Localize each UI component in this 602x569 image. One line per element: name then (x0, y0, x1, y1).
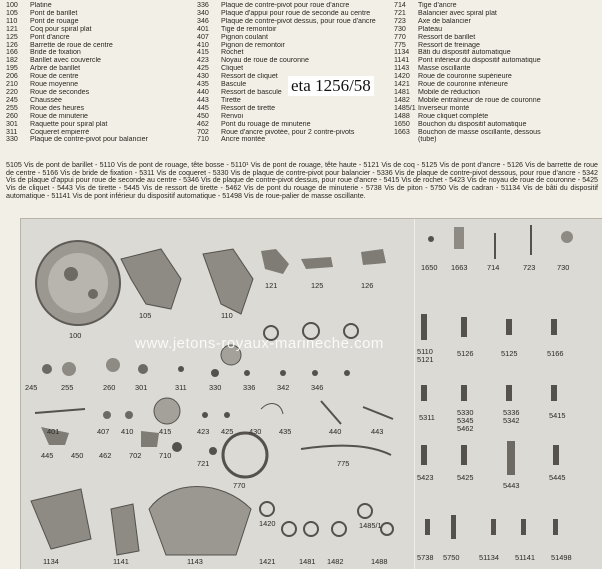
photo-label: 410 (121, 427, 134, 436)
automatic-frame-icon (31, 489, 91, 549)
photo-label: 1482 (327, 557, 344, 566)
part-row: 195 Arbre de barillet (6, 65, 81, 73)
part-row: 330 Plaque de contre-pivot pour balancier (6, 136, 148, 144)
part-row: 407 Pignon coulant (197, 33, 268, 41)
photo-label: 702 (129, 451, 142, 460)
photo-label: 1420 (259, 519, 276, 528)
part-row: 723 Axe de balancier (394, 17, 471, 25)
photo-label: 407 (97, 427, 110, 436)
parts-illustration (21, 219, 602, 569)
photo-label: 1663 (451, 263, 468, 272)
part-row: 166 Bride de fixation (6, 49, 81, 57)
photo-label: 1650 (421, 263, 438, 272)
photo-label: 401 (47, 427, 60, 436)
part-row: 450 Renvoi (197, 112, 244, 120)
photo-label: 100 (69, 331, 82, 340)
photo-label: 445 (41, 451, 54, 460)
part-row: 443 Tirette (197, 96, 241, 104)
photo-label: 435 (279, 427, 292, 436)
mainspring-icon (223, 433, 267, 477)
part-row: 1143 Masse oscillante (394, 65, 471, 73)
photo-label: 5166 (547, 349, 564, 358)
part-row: 440 Ressort de bascule (197, 88, 282, 96)
pallet-bridge-icon (301, 257, 333, 269)
photo-label: 126 (361, 281, 374, 290)
part-row: 301 Raquette pour spiral plat (6, 120, 108, 128)
part-row: 730 Plateau (394, 25, 443, 33)
photo-label: 1141 (113, 557, 129, 566)
part-row: 210 Roue moyenne (6, 81, 79, 89)
part-row: 714 Tige d'ancre (394, 2, 457, 9)
photo-label: 5738 (417, 553, 434, 562)
photo-label: 425 (221, 427, 234, 436)
photo-label: 1143 (187, 557, 203, 566)
part-row: 1481 Mobile de réduction (394, 88, 480, 96)
photo-label: 5330 5345 5462 (457, 408, 474, 433)
photo-label: 430 (249, 427, 262, 436)
part-row: 430 Ressort de cliquet (197, 73, 278, 81)
brake-spring-icon (301, 446, 391, 455)
photo-label: 260 (103, 383, 116, 392)
photo-label: 5443 (503, 481, 520, 490)
photo-label: 1421 (259, 557, 276, 566)
parts-column-3 (394, 2, 602, 144)
part-row: 445 Ressort de tirette (197, 104, 276, 112)
photo-label: 105 (139, 311, 152, 320)
train-bridge-icon (203, 249, 253, 314)
part-row: 775 Ressort de freinage (394, 41, 480, 49)
part-row: 121 Coq pour spiral plat (6, 25, 92, 33)
photo-label: 5423 (417, 473, 434, 482)
part-row: 710 Ancre montée (197, 136, 266, 144)
part-row: 702 Roue d'ancre pivotée, pour 2 contre-pivots (197, 128, 355, 136)
photo-label: 346 (311, 383, 324, 392)
part-row: 1663 Bouchon de masse oscillante, dessous (394, 128, 541, 136)
ratchet-wheel-icon (154, 398, 180, 424)
photo-label: 710 (159, 451, 172, 460)
photo-label: 51141 (515, 553, 536, 562)
photo-label: 1488 (371, 557, 388, 566)
photo-label: 330 (209, 383, 222, 392)
part-row: 311 Coqueret empierré (6, 128, 90, 136)
photo-label: 462 (99, 451, 112, 460)
photo-label: 415 (159, 427, 172, 436)
part-row: 435 Bascule (197, 81, 247, 89)
part-row: (tube) (418, 136, 437, 144)
photo-label: 336 (243, 383, 256, 392)
part-row: 770 Ressort de barillet (394, 33, 476, 41)
part-row: 255 Roue des heures (6, 104, 85, 112)
oscillating-weight-icon (149, 487, 251, 556)
photo-label: 5750 (443, 553, 460, 562)
part-row: 182 Barillet avec couvercle (6, 57, 101, 65)
photo-label: 5336 5342 (503, 408, 520, 425)
photo-label: 5311 (419, 413, 435, 422)
photo-label: 770 (233, 481, 246, 490)
photo-label: 5125 (501, 349, 518, 358)
part-row: 126 Barrette de roue de centre (6, 41, 113, 49)
photo-label: 5110 (417, 347, 433, 356)
photo-label: 121 (265, 281, 278, 290)
photo-label: 714 (487, 263, 500, 272)
balance-cock-icon (261, 249, 289, 274)
photo-label: 1134 (43, 557, 59, 566)
part-row: 1421 Roue de couronne inférieure (394, 81, 508, 89)
photo-label: 1485/1 (359, 521, 382, 530)
photo-label: 730 (557, 263, 570, 272)
photo-label: 423 (197, 427, 210, 436)
barrel-bridge-icon (121, 249, 181, 309)
part-row: 721 Balancier avec spiral plat (394, 9, 497, 17)
part-row: 401 Tige de remontoir (197, 25, 277, 33)
part-row: 100 Platine (6, 2, 52, 9)
part-row: 220 Roue de secondes (6, 88, 90, 96)
photo-label: 5445 (549, 473, 566, 482)
part-row: 415 Rochet (197, 49, 244, 57)
model-label: eta 1256/58 (288, 76, 374, 96)
part-row: 425 Cliquet (197, 65, 244, 73)
photo-label: 245 (25, 383, 38, 392)
part-row: 1482 Mobile entraîneur de roue de couronne (394, 96, 541, 104)
parts-column-2 (197, 2, 405, 144)
photo-label: 450 (71, 451, 84, 460)
parts-photo (20, 218, 602, 569)
part-row: 110 Pont de rouage (6, 17, 79, 25)
part-row: 423 Noyau de roue de couronne (197, 57, 309, 65)
screws-paragraph: 5105 Vis de pont de barillet - 5110 Vis de pont de rouage, tête bosse - 5110¹ Vis de pont de rouage, tête haute - 5121 Vis de coq - 5125 Vis de pont d'ancre - 5126 Vis de barrette de roue de centre - 5166 Vis de bride de fixation - 5311 Vis de coqueret - 5330 Vis de plaque de contre-pivot pour balancier - 5336 Vis de plaque de contre-pivot dessous, pour roue d'ancre - 5342 Vis de plaque d'appui pour roue de seconde au centre - 5346 Vis de plaque de contre-pivot dessus, pour roue d'ancre - 5415 Vis de rochet - 5423 Vis de noyau de roue de couronne - 5425 Vis de cliquet - 5443 Vis de tirette - 5445 Vis de ressort de tirette - 5462 Vis de pont du rouage de minuterie - 5738 Vis de piton - 5750 Vis de cadran - 51134 Vis de bâti du dispositif automatique - 51141 Vis de pont inférieur du dispositif automatique - 51498 Vis de roue-palier de masse oscillante. (6, 161, 598, 200)
watermark: www.jetons-royaux-marineche.com (135, 335, 384, 352)
part-row: 462 Pont du rouage de minuterie (197, 120, 311, 128)
photo-label: 723 (523, 263, 536, 272)
photo-label: 255 (61, 383, 74, 392)
part-row: 1141 Pont inférieur du dispositif automatique (394, 57, 541, 65)
photo-label: 5425 (457, 473, 474, 482)
part-row: 245 Chaussée (6, 96, 62, 104)
photo-label: 125 (311, 281, 324, 290)
photo-label: 5126 (457, 349, 474, 358)
part-row: 125 Pont d'ancre (6, 33, 70, 41)
part-row: 260 Roue de minuterie (6, 112, 88, 120)
part-row: 206 Roue de centre (6, 73, 79, 81)
photo-label: 440 (329, 427, 342, 436)
parts-column-1 (6, 2, 190, 144)
center-wheel-bar-icon (361, 249, 386, 265)
part-row: 336 Plaque de contre-pivot pour roue d'ancre (197, 2, 350, 9)
part-row: 346 Plaque de contre-pivot dessus, pour roue d'ancre (197, 17, 376, 25)
photo-label: 301 (135, 383, 148, 392)
part-row: 105 Pont de barillet (6, 9, 78, 17)
winding-stem-icon (35, 409, 85, 413)
photo-label: 443 (371, 427, 384, 436)
part-row: 340 Plaque d'appui pour roue de seconde au centre (197, 9, 371, 17)
main-plate-inner-icon (48, 253, 108, 313)
photo-label: 51498 (551, 553, 572, 562)
photo-label: 51134 (479, 553, 500, 562)
part-row: 1134 Bâti du dispositif automatique (394, 49, 511, 57)
part-row: 1488 Roue cliquet complète (394, 112, 489, 120)
photo-label: 775 (337, 459, 350, 468)
part-row: 1485/1 Inverseur monté (394, 104, 470, 112)
photo-label: 5415 (549, 411, 566, 420)
photo-label: 110 (221, 311, 233, 320)
part-row: 410 Pignon de remontoir (197, 41, 285, 49)
part-row: 1420 Roue de couronne supérieure (394, 73, 512, 81)
photo-label: 311 (175, 383, 187, 392)
photo-label: 342 (277, 383, 290, 392)
photo-label: 721 (197, 459, 210, 468)
part-row: 1650 Bouchon du dispositif automatique (394, 120, 527, 128)
photo-label: 1481 (299, 557, 316, 566)
photo-label: 5121 (417, 355, 434, 364)
